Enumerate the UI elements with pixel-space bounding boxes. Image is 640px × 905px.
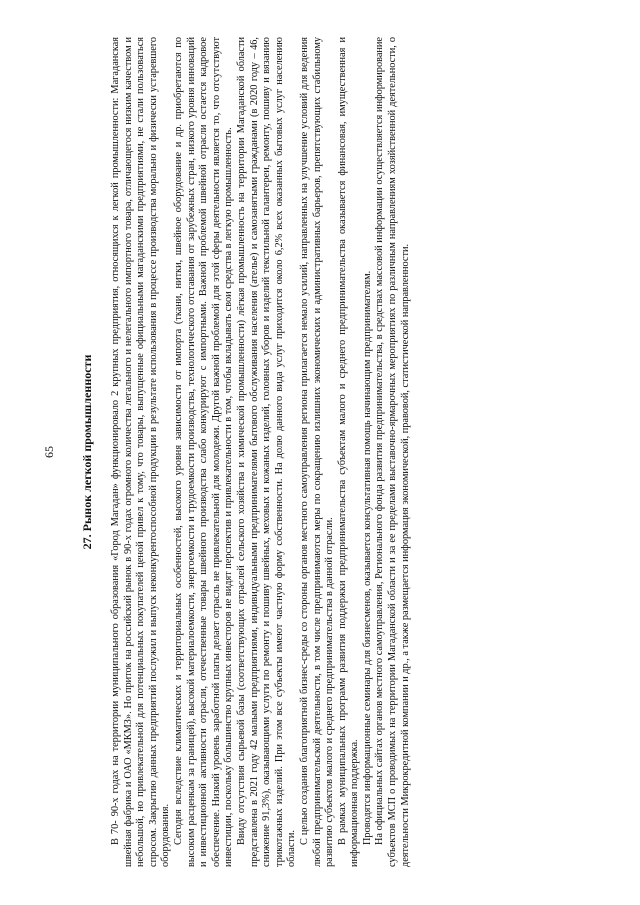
section-heading: 27. Рынок легкой промышленности [80, 354, 94, 550]
paragraph: В рамках муниципальных программ развития поддержки предпринимательства субъектам малого и среднего предпринимательства оказывается финансовая, имущественная и информационная поддержка. [336, 37, 361, 867]
rotated-page-content [40, 37, 600, 867]
paragraph: Ввиду отсутствия сырьевой базы (соответствующих отраслей сельского хозяйства и химической промышленности) лёгкая промышленность на территории Магаданской области представлена в 2021 году 42 малыми предприятиями, индивидуальными предпринимателями бытового обслуживания населения (ателье) и самозанятыми гражданами (в 2020 году – 46, снижение 91,3%), оказывающими услуги по ремонту и пошиву швейных, меховых и кожаных изделий, головных уборов и изделий текстильной галантереи, ремонту, пошиву и вязанию трикотажных изделий. При этом все субъекты имеют частную форму собственности. На долю данного вида услуг приходится около 6,2% всех оказанных бытовых услуг населению области. [235, 37, 298, 867]
paragraph: В 70- 90-х годах на территории муниципального образования «Город Магадан» функционировало 2 крупных предприятия, относящихся к легкой промышленности: Магаданская швейная фабрика и ОАО «МКМЗ». Но приток на российский рынок в 90-х годах огромного количества легального и нелегального импортного товара, отличающегося низким качеством и небольшой, но привлекательной для потенциальных покупателей ценой привел к тому, что товары, выпущенные официальными магаданскими предприятиями, не стали пользоваться спросом. Закрытию данных предприятий послужил и выпуск неконкурентоспособной продукции в результате использования в процессе производства морально и физически устаревшего оборудования. [110, 37, 172, 867]
body-text [110, 37, 412, 867]
paragraph: Проводятся информационные семинары для бизнесменов, оказывается консультативная помощь начинающим предпринимателям. [361, 270, 373, 845]
page-number: 65 [42, 446, 56, 458]
paragraph: На официальных сайтах органов местного самоуправления, Регионального фонда развития предпринимательства, в средствах массовой информации осуществляется информирование субъектов МСП о проводимых на территории Магаданской области и за ее пределами выставочно-ярмарочных мероприятиях по различным направлениям хозяйственной деятельности, о деятельности Микрокредитной компании и др., а также размещается информация экономической, правовой, статистической направленности. [374, 37, 411, 867]
paragraph: Сегодня вследствие климатических и территориальных особенностей, высокого уровня зависимости от импорта (ткани, нитки, швейное оборудование и др. приобретаются по высоким расценкам за границей), высокой материалоемкости, энергоемкости и трудоемкости производства, технологического отставания от зарубежных стран, низкого уровня инноваций и инвестиционной активности отрасли, отечественные товары швейного производства слабо конкурируют с импортными. Важной проблемой швейной отрасли остается кадровое обеспечение. Низкий уровень заработной платы делает отрасль не привлекательной для молодежи. Другой важной проблемой для этой сферы деятельности является то, что отсутствуют инвестиции, поскольку большинство крупных инвесторов не видят перспектив и привлекательности в том, чтобы вкладывать свои средства в легкую промышленность. [172, 37, 235, 867]
paragraph: С целью создания благоприятной бизнес-среды со стороны органов местного самоуправления региона прилагается немало усилий, направленных на улучшение условий для ведения любой предпринимательской деятельности, в том числе предпринимаются меры по сокращению излишних экономических и административных барьеров, препятствующих стабильному развитию субъектов малого и среднего предпринимательства в данной отрасли. [298, 37, 336, 867]
